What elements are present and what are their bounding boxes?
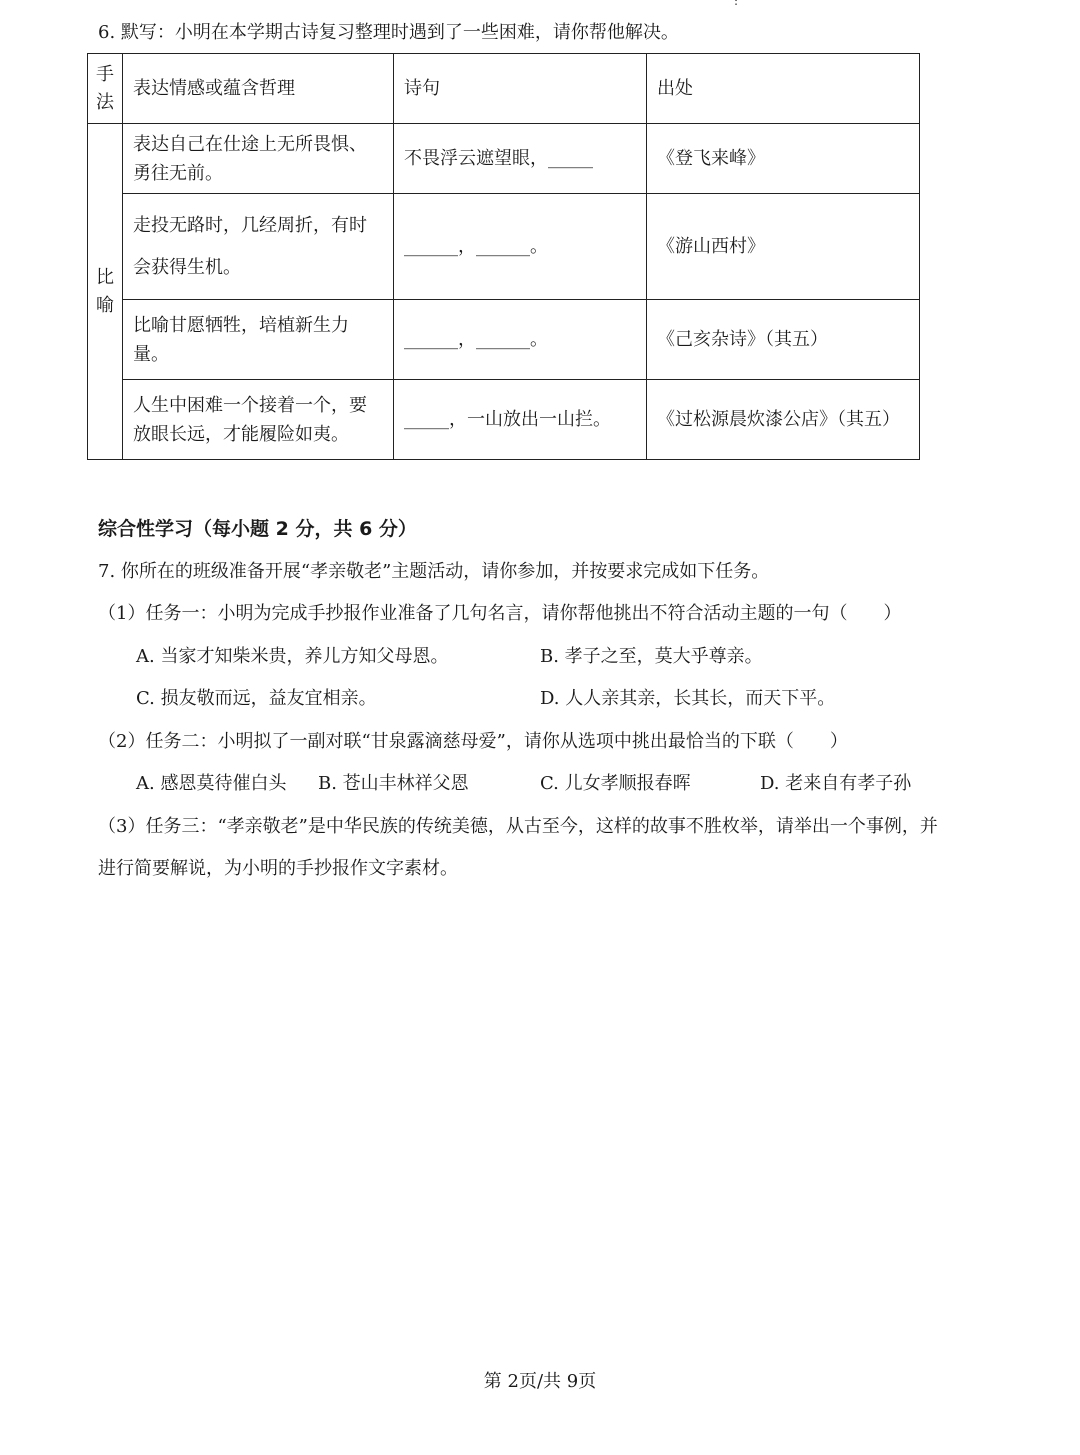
poem-table — [87, 53, 920, 460]
task1-option-a: A. 当家才知柴米贵，养儿方知父母恩。 — [136, 646, 449, 667]
line-cell: ______，______。 — [394, 300, 647, 380]
task2-text: （2）任务二：小明拟了一副对联“甘泉露滴慈母爱”，请你从选项中挑出最恰当的下联（ ） — [98, 731, 848, 752]
header-meaning: 表达情感或蕴含哲理 — [123, 54, 394, 124]
table-header-row — [88, 54, 920, 124]
header-method: 手法 — [88, 54, 123, 124]
q7-prompt: 7. 你所在的班级准备开展“孝亲敬老”主题活动，请你参加，并按要求完成如下任务。 — [98, 561, 770, 582]
table-row — [88, 380, 920, 460]
task3-line1: （3）任务三：“孝亲敬老”是中华民族的传统美德，从古至今，这样的故事不胜枚举，请举出一个事例，并 — [98, 816, 938, 837]
task2-option-d: D. 老来自有孝子孙 — [760, 773, 912, 794]
header-source: 出处 — [647, 54, 920, 124]
task1-text: （1）任务一：小明为完成手抄报作业准备了几句名言，请你帮他挑出不符合活动主题的一句（ ） — [98, 603, 902, 624]
line-cell: _____，一山放出一山拦。 — [394, 380, 647, 460]
line-cell: 不畏浮云遮望眼，_____ — [394, 124, 647, 194]
q6-prompt: 6. 默写：小明在本学期古诗复习整理时遇到了一些困难，请你帮他解决。 — [98, 22, 679, 43]
meaning-cell: 比喻甘愿牺牲，培植新生力量。 — [123, 300, 394, 380]
top-mark: : — [734, 0, 739, 8]
method-cell: 比喻 — [88, 124, 123, 460]
meaning-cell: 人生中困难一个接着一个，要放眼长远，才能履险如夷。 — [123, 380, 394, 460]
source-cell: 《过松源晨炊漆公店》（其五） — [647, 380, 920, 460]
table-row — [88, 300, 920, 380]
line-cell: ______，______。 — [394, 194, 647, 300]
source-cell: 《登飞来峰》 — [647, 124, 920, 194]
task2-option-a: A. 感恩莫待催白头 — [136, 773, 287, 794]
task2-option-b: B. 苍山丰林祥父恩 — [318, 773, 469, 794]
task1-option-c: C. 损友敬而远，益友宜相亲。 — [136, 688, 377, 709]
table-row — [88, 124, 920, 194]
task1-option-b: B. 孝子之至，莫大乎尊亲。 — [540, 646, 763, 667]
meaning-cell: 表达自己在仕途上无所畏惧、勇往无前。 — [123, 124, 394, 194]
task2-option-c: C. 儿女孝顺报春晖 — [540, 773, 691, 794]
page-footer: 第 2页/共 9页 — [483, 1371, 597, 1392]
task1-option-d: D. 人人亲其亲，长其长，而天下平。 — [540, 688, 836, 709]
table-row — [88, 194, 920, 300]
meaning-cell: 走投无路时，几经周折，有时会获得生机。 — [123, 194, 394, 300]
section-title: 综合性学习（每小题 2 分，共 6 分） — [98, 518, 417, 540]
task3-line2: 进行简要解说，为小明的手抄报作文字素材。 — [98, 858, 458, 879]
header-line: 诗句 — [394, 54, 647, 124]
source-cell: 《游山西村》 — [647, 194, 920, 300]
source-cell: 《己亥杂诗》（其五） — [647, 300, 920, 380]
